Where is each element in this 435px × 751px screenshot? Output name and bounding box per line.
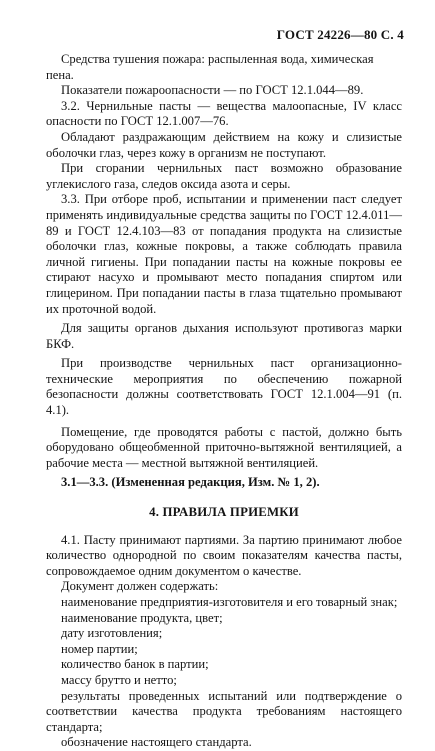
document-body <box>46 52 402 751</box>
section-heading-acceptance-rules: 4. ПРАВИЛА ПРИЕМКИ <box>149 505 299 520</box>
paragraph-3-3: 3.3. При отборе проб, испытании и применении паст следует применять индивидуальные средства защиты по ГОСТ 12.4.011—89 и ГОСТ 12.4.103—83 от попадания продукта на слизистые оболочки глаз, кожные покровы, а также соблюдать правила личной гигиены. При попадании пасты на кожные покровы ее стирают насухо и промывают место попадания спиртом или глицерином. При попадании пасты в глаза тщательно промывают их проточной водой. <box>46 192 402 316</box>
paragraph-fire-safety-measures: При производстве чернильных паст организационно-технические мероприятия по обеспечению пожарной безопасности должны соответствовать ГОСТ 12.1.004—91 (п. 4.1). <box>46 356 402 418</box>
list-item-test-results: результаты проведенных испытаний или подтверждение о соответствии качества продукта требованиям настоящего стандарта; <box>46 688 402 734</box>
paragraph-ventilation: Помещение, где проводятся работы с пастой, должно быть оборудовано общеобменной приточно-вытяжной вентиляцией, а рабочие места — местной вытяжной вентиляцией. <box>46 424 402 470</box>
paragraph-4-1: 4.1. Пасту принимают партиями. За партию принимают любое количество однородной по своим показателям качества пасты, сопровождаемое одним документом о качестве. <box>46 532 402 578</box>
list-item-jar-count: количество банок в партии; <box>61 657 209 672</box>
list-item-standard-designation: обозначение настоящего стандарта. <box>61 735 252 750</box>
paragraph-irritant-effect: Обладают раздражающим действием на кожу и слизистые оболочки глаз, через кожу в организм не поступают. <box>46 129 402 160</box>
paragraph-fire-extinguishing: Средства тушения пожара: распыленная вода, химическая пена. <box>46 52 374 82</box>
list-item-manufacturer: наименование предприятия-изготовителя и его товарный знак; <box>61 595 398 609</box>
page-header: ГОСТ 24226—80 С. 4 <box>276 27 404 42</box>
paragraph-fire-hazard-indicators: Показатели пожароопасности — по ГОСТ 12.1.044—89. <box>61 83 364 98</box>
list-item-manufacture-date: дату изготовления; <box>61 626 163 641</box>
paragraph-amendment-note: 3.1—3.3. (Измененная редакция, Изм. № 1, 2). <box>61 475 320 490</box>
list-item-product-name: наименование продукта, цвет; <box>61 610 223 625</box>
list-item-batch-number: номер партии; <box>61 641 138 656</box>
paragraph-respiratory-protection: Для защиты органов дыхания используют противогаз марки БКФ. <box>46 321 402 351</box>
paragraph-3-2: 3.2. Чернильные пасты — вещества малоопасные, IV класс опасности по ГОСТ 12.1.007—76. <box>46 98 402 129</box>
paragraph-document-contents: Документ должен содержать: <box>61 579 219 594</box>
paragraph-combustion: При сгорании чернильных паст возможно образование углекислого газа, следов оксида азота и серы. <box>46 161 402 191</box>
list-item-gross-net-mass: массу брутто и нетто; <box>61 672 177 687</box>
